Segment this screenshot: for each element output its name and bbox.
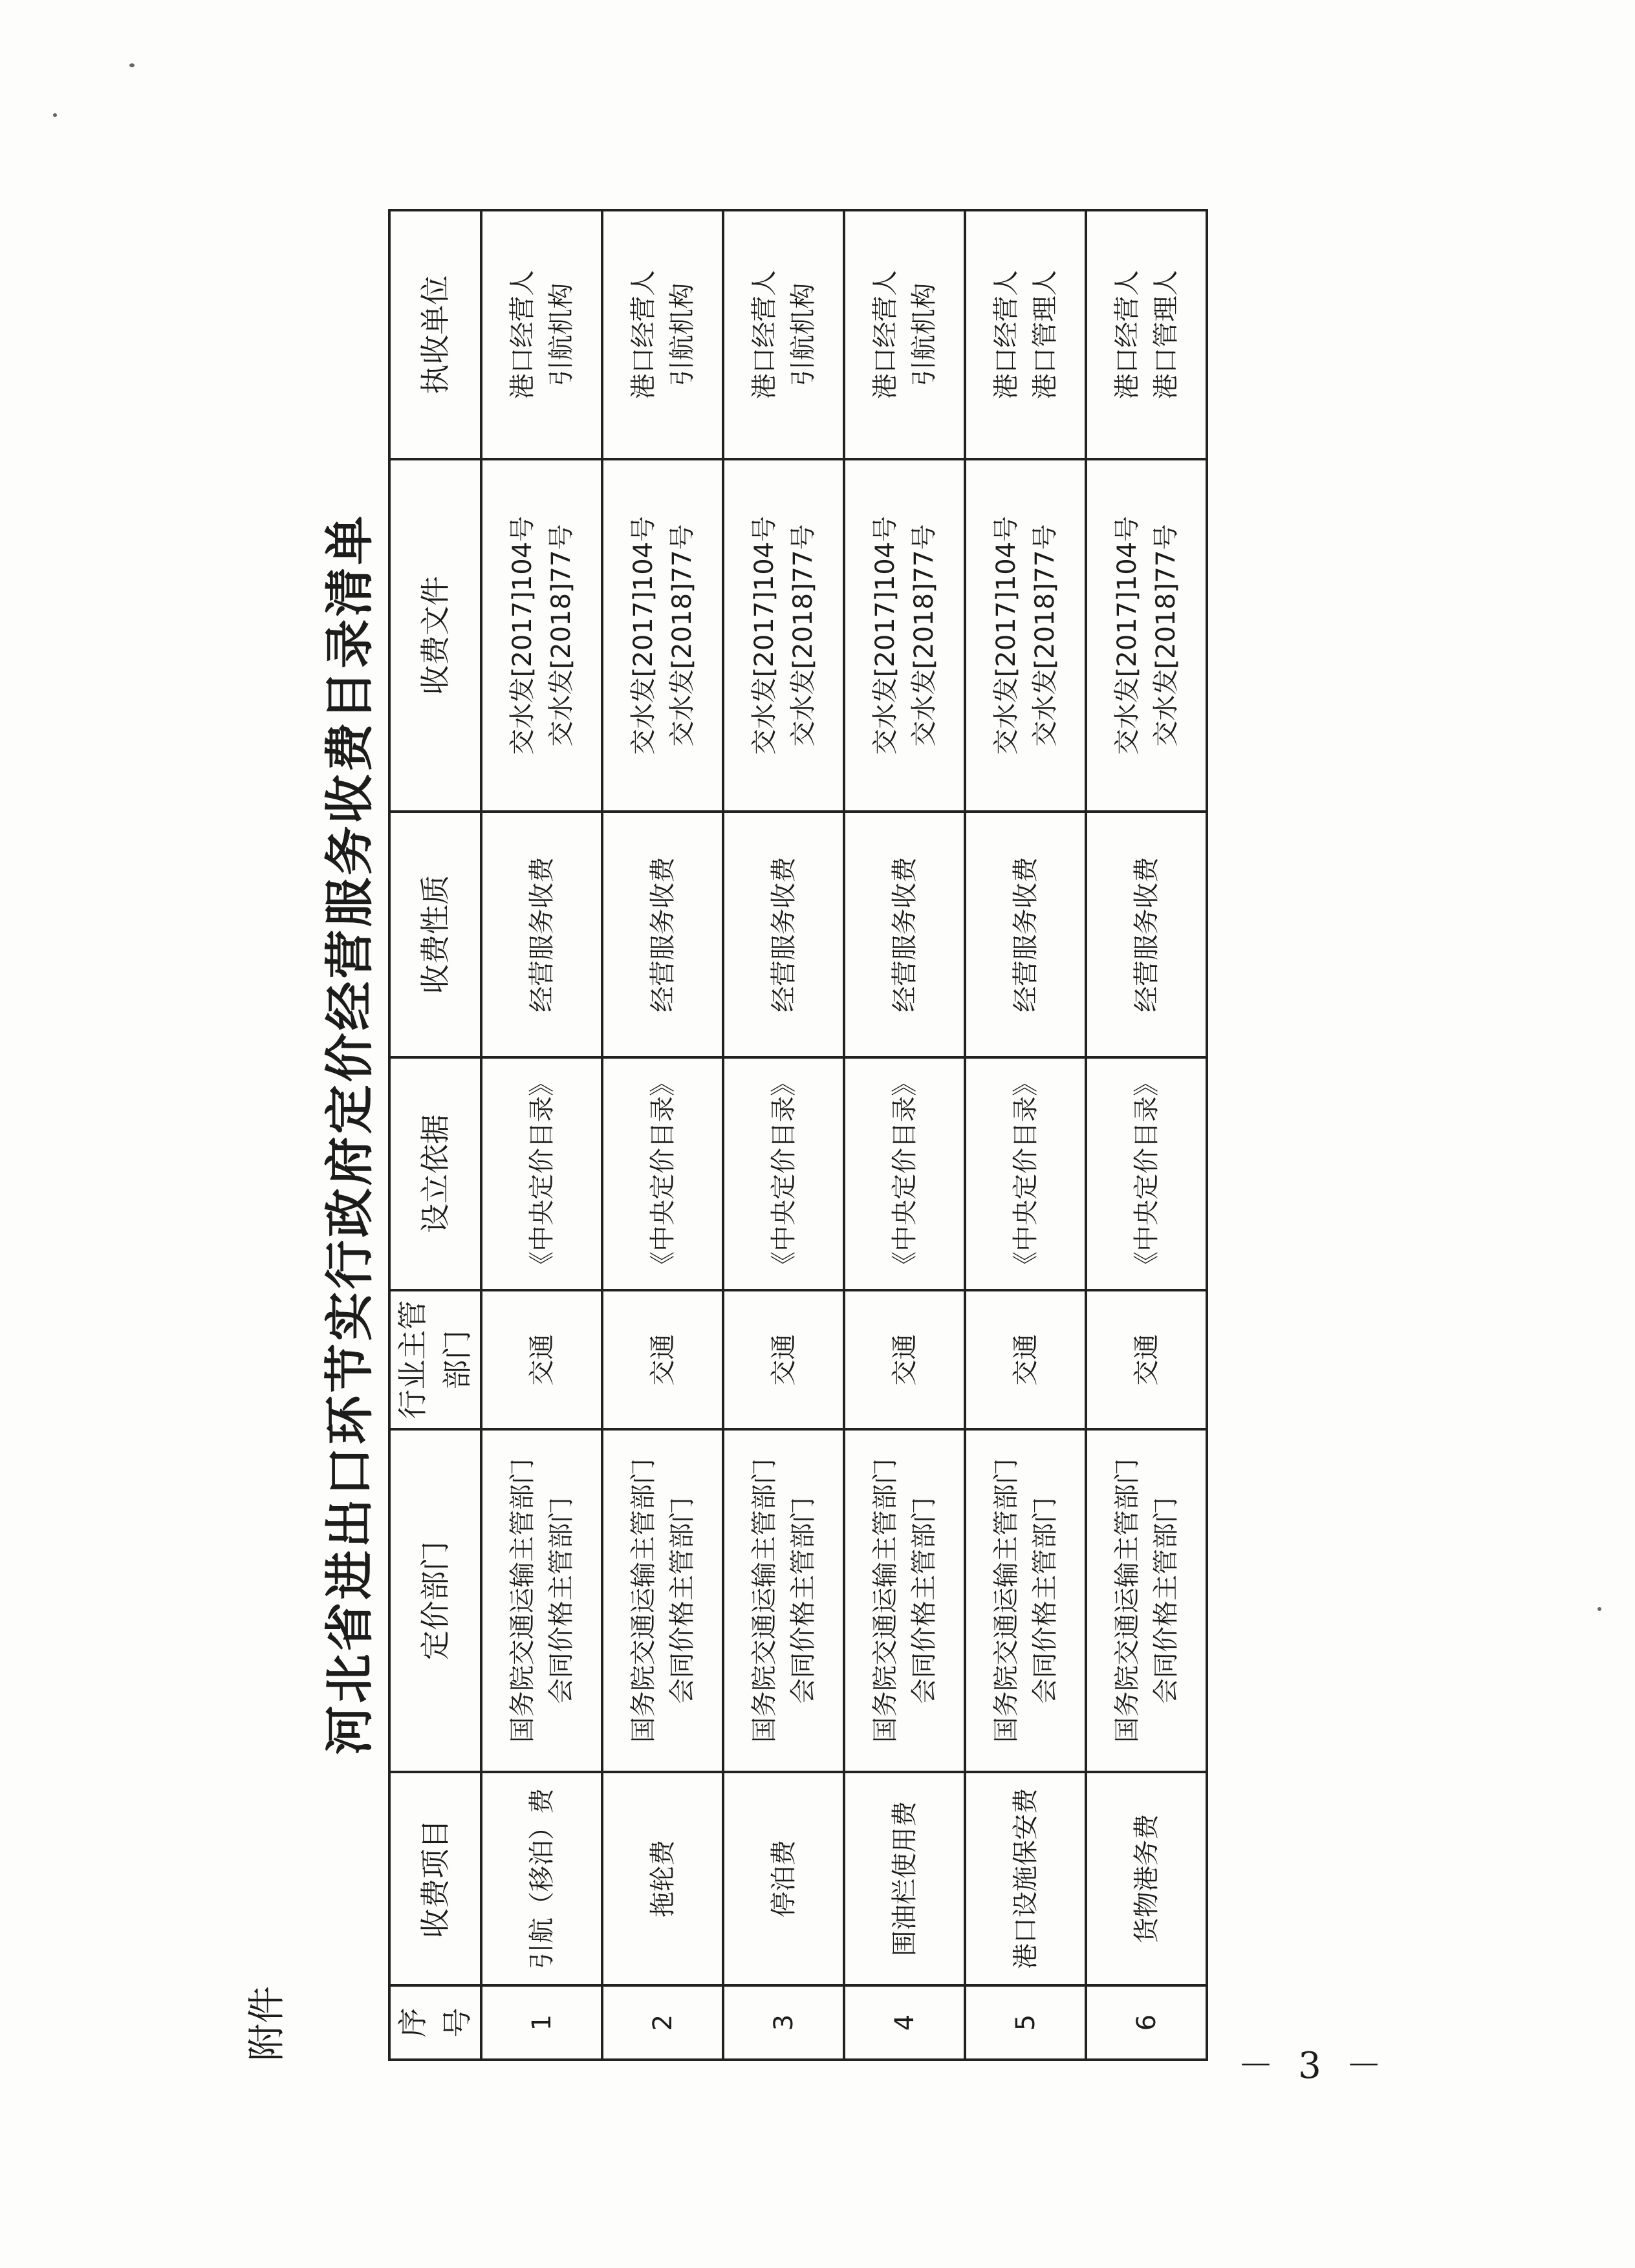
attachment-label: 附件 [244, 1985, 288, 2061]
cell-industry-dept: 交通 [602, 1290, 723, 1429]
cell-basis: 《中央定价目录》 [844, 1057, 965, 1290]
pricing-dept-line: 会同价格主管部门 [667, 1497, 697, 1704]
cell-pricing-dept [1086, 1429, 1207, 1772]
cell-item: 货物港务费 [1086, 1772, 1207, 1985]
table-row [723, 210, 844, 2060]
collector-line: 引航机构 [546, 283, 576, 387]
doc-line: 交水发[2017]104号 [991, 515, 1021, 755]
table-row [844, 210, 965, 2060]
cell-nature: 经营服务收费 [602, 812, 723, 1057]
pricing-dept-line: 国务院交通运输主管部门 [991, 1458, 1021, 1743]
cell-basis: 《中央定价目录》 [1086, 1057, 1207, 1290]
cell-nature: 经营服务收费 [1086, 812, 1207, 1057]
pricing-dept-line: 会同价格主管部门 [1151, 1497, 1181, 1704]
header-basis: 设立依据 [389, 1057, 481, 1290]
pricing-dept-line: 国务院交通运输主管部门 [749, 1458, 779, 1743]
doc-line: 交水发[2017]104号 [628, 515, 658, 755]
cell-pricing-dept [844, 1429, 965, 1772]
cell-industry-dept: 交通 [844, 1290, 965, 1429]
pricing-dept-line: 国务院交通运输主管部门 [507, 1458, 537, 1743]
cell-collectors [1086, 210, 1207, 459]
cell-docs [723, 459, 844, 812]
doc-line: 交水发[2017]104号 [507, 515, 537, 755]
cell-basis: 《中央定价目录》 [723, 1057, 844, 1290]
header-industry-dept: 行业主管部门 [389, 1290, 481, 1429]
table-header-row [389, 210, 481, 2060]
collector-line: 港口管理人 [1030, 270, 1060, 400]
cell-collectors [602, 210, 723, 459]
doc-line: 交水发[2018]77号 [909, 524, 939, 747]
cell-basis: 《中央定价目录》 [481, 1057, 602, 1290]
header-docs: 收费文件 [389, 459, 481, 812]
cell-docs [1086, 459, 1207, 812]
cell-item: 引航（移泊）费 [481, 1772, 602, 1985]
table-row [481, 210, 602, 2060]
doc-line: 交水发[2018]77号 [667, 524, 697, 747]
cell-docs [965, 459, 1086, 812]
cell-docs [844, 459, 965, 812]
cell-collectors [723, 210, 844, 459]
page-number: － 3 － [1237, 2045, 1389, 2087]
scan-speck [1597, 1607, 1601, 1611]
cell-no: 5 [965, 1985, 1086, 2060]
cell-nature: 经营服务收费 [723, 812, 844, 1057]
doc-line: 交水发[2017]104号 [749, 515, 779, 755]
header-collectors: 执收单位 [389, 210, 481, 459]
pricing-dept-line: 会同价格主管部门 [546, 1497, 576, 1704]
cell-collectors [965, 210, 1086, 459]
cell-nature: 经营服务收费 [481, 812, 602, 1057]
cell-pricing-dept [481, 1429, 602, 1772]
cell-basis: 《中央定价目录》 [602, 1057, 723, 1290]
collector-line: 港口经营人 [991, 270, 1021, 400]
cell-docs [602, 459, 723, 812]
cell-no: 2 [602, 1985, 723, 2060]
cell-no: 3 [723, 1985, 844, 2060]
header-item: 收费项目 [389, 1772, 481, 1985]
collector-line: 港口经营人 [628, 270, 658, 400]
document-title: 河北省进出口环节实行政府定价经营服务收费目录清单 [321, 513, 378, 1755]
cell-docs [481, 459, 602, 812]
cell-item: 停泊费 [723, 1772, 844, 1985]
pricing-dept-line: 国务院交通运输主管部门 [628, 1458, 658, 1743]
cell-basis: 《中央定价目录》 [965, 1057, 1086, 1290]
cell-item: 港口设施保安费 [965, 1772, 1086, 1985]
cell-industry-dept: 交通 [1086, 1290, 1207, 1429]
doc-line: 交水发[2018]77号 [1030, 524, 1060, 747]
doc-line: 交水发[2018]77号 [788, 524, 818, 747]
cell-item: 围油栏使用费 [844, 1772, 965, 1985]
cell-industry-dept: 交通 [723, 1290, 844, 1429]
doc-line: 交水发[2018]77号 [546, 524, 576, 747]
cell-collectors [844, 210, 965, 459]
cell-pricing-dept [723, 1429, 844, 1772]
pricing-dept-line: 会同价格主管部门 [1030, 1497, 1060, 1704]
table-row [965, 210, 1086, 2060]
cell-item: 拖轮费 [602, 1772, 723, 1985]
cell-no: 6 [1086, 1985, 1207, 2060]
cell-no: 4 [844, 1985, 965, 2060]
cell-nature: 经营服务收费 [844, 812, 965, 1057]
collector-line: 港口经营人 [749, 270, 779, 400]
pricing-dept-line: 国务院交通运输主管部门 [1112, 1458, 1142, 1743]
doc-line: 交水发[2017]104号 [1112, 515, 1142, 755]
collector-line: 港口经营人 [1112, 270, 1142, 400]
doc-line: 交水发[2018]77号 [1151, 524, 1181, 747]
pricing-dept-line: 会同价格主管部门 [909, 1497, 939, 1704]
header-nature: 收费性质 [389, 812, 481, 1057]
scan-speck [53, 113, 57, 117]
cell-industry-dept: 交通 [481, 1290, 602, 1429]
pricing-dept-line: 会同价格主管部门 [788, 1497, 818, 1704]
cell-no: 1 [481, 1985, 602, 2060]
collector-line: 港口经营人 [870, 270, 900, 400]
table-row [602, 210, 723, 2060]
cell-industry-dept: 交通 [965, 1290, 1086, 1429]
collector-line: 港口经营人 [507, 270, 537, 400]
cell-nature: 经营服务收费 [965, 812, 1086, 1057]
doc-line: 交水发[2017]104号 [870, 515, 900, 755]
cell-pricing-dept [965, 1429, 1086, 1772]
cell-pricing-dept [602, 1429, 723, 1772]
fee-list-table [388, 209, 1208, 2061]
collector-line: 引航机构 [909, 283, 939, 387]
collector-line: 港口管理人 [1151, 270, 1181, 400]
cell-collectors [481, 210, 602, 459]
scan-speck [129, 63, 135, 67]
collector-line: 引航机构 [667, 283, 697, 387]
collector-line: 引航机构 [788, 283, 818, 387]
header-pricing-dept: 定价部门 [389, 1429, 481, 1772]
pricing-dept-line: 国务院交通运输主管部门 [870, 1458, 900, 1743]
header-no: 序号 [389, 1985, 481, 2060]
table-row [1086, 210, 1207, 2060]
